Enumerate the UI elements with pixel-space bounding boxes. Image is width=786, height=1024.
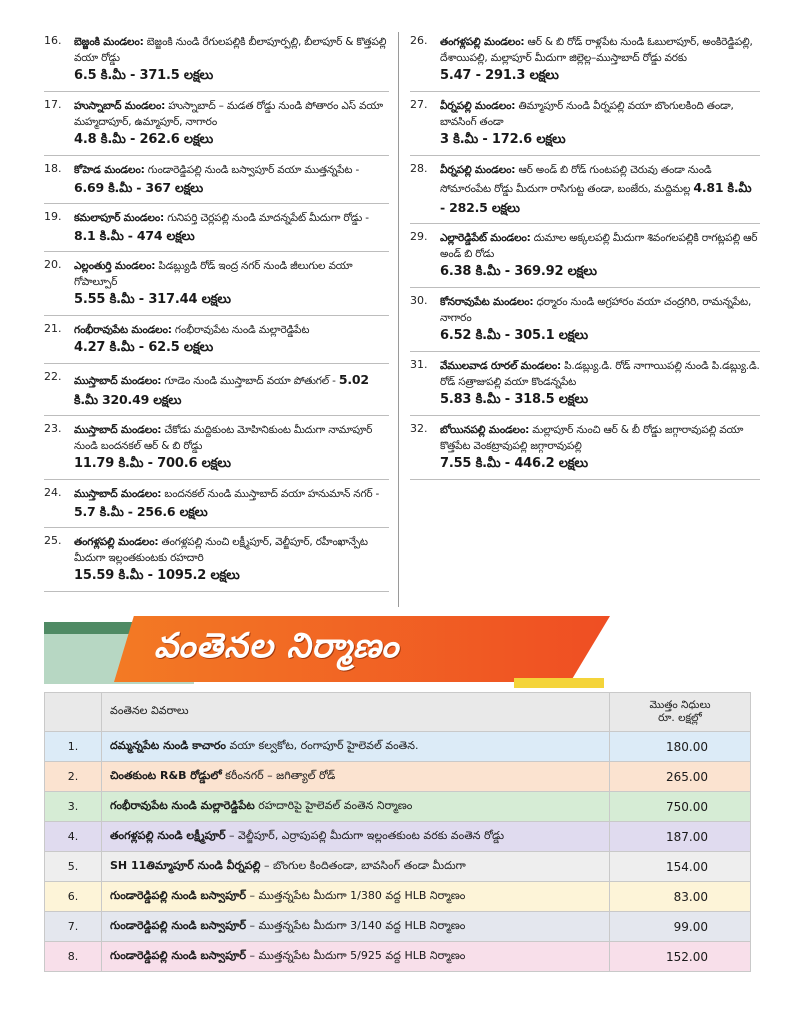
mandal-name: తంగళ్లపల్లి మండలం:: [440, 36, 525, 48]
road-entry: [44, 486, 389, 528]
distance-cost: 4.8 కి.మీ - 262.6 లక్షలు: [74, 132, 214, 147]
row-amount: 187.00: [610, 822, 751, 852]
mandal-name: బోయినపల్లి మండలం:: [440, 424, 530, 436]
entry-body: [74, 34, 389, 86]
mandal-name: వీర్నపల్లి మండలం:: [440, 164, 516, 176]
entry-number: 27.: [410, 98, 428, 111]
entry-number: 30.: [410, 294, 428, 307]
road-entry: [410, 98, 760, 156]
header-details: వంతెనల వివరాలు: [102, 693, 610, 732]
road-list-right: [410, 34, 760, 486]
row-details: [102, 822, 610, 852]
mandal-name: ముస్తాబాద్ మండలం:: [74, 424, 162, 436]
row-description: – ముత్తన్నపేట మీదుగా 1/380 వద్ద HLB నిర్మాణం: [246, 888, 466, 902]
entry-number: 21.: [44, 322, 62, 335]
row-route: గుండారెడ్డిపల్లి నుండి బస్వాపూర్: [110, 918, 247, 932]
row-description: వయా కల్వకోట, రంగాపూర్ హైలెవల్ వంతెన.: [225, 738, 419, 752]
route-description: బెజ్జంకి నుండి రేగులపల్లికి బీలాపూర్పల్లి, బీలాపూర్ & కొత్తపల్లి వయా రోడ్డు: [74, 36, 387, 64]
entry-number: 16.: [44, 34, 62, 47]
row-amount: 152.00: [610, 942, 751, 972]
row-description: – వెల్జీపూర్, ఎర్రాపుపల్లి మీదుగా ఇల్లంతకుంట వరకు వంతెన రోడ్డు: [225, 828, 505, 842]
row-description: – బొంగుల కిందితండా, బావసింగ్ తండా మీదుగా: [260, 858, 466, 872]
road-entry: [44, 210, 389, 252]
distance-cost: 15.59 కి.మీ - 1095.2 లక్షలు: [74, 568, 240, 583]
road-entry: [410, 34, 760, 92]
entry-number: 32.: [410, 422, 428, 435]
entry-body: [74, 98, 389, 150]
row-description: – ముత్తన్నపేట మీదుగా 3/140 వద్ద HLB నిర్మాణం: [246, 918, 466, 932]
route-description: ఆర్ అండ్ బి రోడ్ గుంటపల్లి చెరువు తండా నుండి సోమారంపేట రోడ్డు మీదుగా రాసిగుట్ట తండా, బంజేరు, మద్దిమల్ల: [440, 164, 712, 195]
route-description: ధర్మారం నుండి అగ్రహారం వయా చంద్రగిరి, రామన్నపేట, నాగారం: [440, 296, 752, 324]
entry-number: 17.: [44, 98, 62, 111]
distance-cost: 4.81 కి.మీ - 282.5 లక్షలు: [440, 180, 752, 215]
entry-body: [74, 210, 389, 246]
distance-cost: 6.5 కి.మీ - 371.5 లక్షలు: [74, 68, 214, 83]
route-description: పిడబ్ల్యుడి రోడ్ ఇంద్ర నగర్ నుండి జీలుగుల వయా గోపాల్పూర్: [74, 260, 353, 288]
row-index: 2.: [45, 762, 102, 792]
road-entry: [410, 358, 760, 416]
table-row: [45, 732, 751, 762]
distance-cost: 11.79 కి.మీ - 700.6 లక్షలు: [74, 456, 231, 471]
row-amount: 180.00: [610, 732, 751, 762]
mandal-name: బెజ్జంకి మండలం:: [74, 36, 144, 48]
route-description: గూడెం నుండి ముస్తాబాద్ వయా పోతుగల్ -: [161, 375, 339, 387]
entry-body: [440, 34, 760, 86]
bridge-table: [44, 692, 751, 972]
road-entry: [410, 294, 760, 352]
route-description: గునిపర్తి చెర్లపల్లి నుండి మాదన్నపేట్ మీదుగా రోడ్డు -: [164, 212, 369, 224]
distance-cost: 7.55 కి.మీ - 446.2 లక్షలు: [440, 456, 588, 471]
mandal-name: ముస్తాబాద్ మండలం:: [74, 375, 162, 387]
row-details: [102, 912, 610, 942]
bridge-table-body: [45, 732, 751, 972]
entry-body: [74, 258, 389, 310]
mandal-name: కోనరావుపేట మండలం:: [440, 296, 534, 308]
mandal-name: హుస్నాబాద్ మండలం:: [74, 100, 166, 112]
entry-body: [74, 322, 389, 358]
section-banner: [44, 616, 614, 692]
entry-number: 26.: [410, 34, 428, 47]
route-description: గంభీరావుపేట నుండి మల్లారెడ్డిపేట: [171, 324, 310, 336]
row-index: 5.: [45, 852, 102, 882]
row-details: [102, 882, 610, 912]
row-description: – ముత్తన్నపేట మీదుగా 5/925 వద్ద HLB నిర్మాణం: [246, 948, 466, 962]
header-amount-line2: రూ. లక్షల్లో: [658, 712, 702, 724]
distance-cost: 6.52 కి.మీ - 305.1 లక్షలు: [440, 328, 588, 343]
distance-cost: 5.47 - 291.3 లక్షలు: [440, 68, 559, 83]
table-row: [45, 762, 751, 792]
entry-number: 29.: [410, 230, 428, 243]
route-description: దుమాల అక్కలపల్లి మీదుగా శివంగలపల్లికి రాగట్లపల్లి ఆర్ అండ్ బి రోడు: [440, 232, 758, 260]
entry-number: 24.: [44, 486, 62, 499]
entry-number: 19.: [44, 210, 62, 223]
row-index: 7.: [45, 912, 102, 942]
route-description: చేకోడు మద్దికుంట మోహినికుంట మీదుగా నామాపూర్ నుండి బందనకల్ ఆర్ & బి రోడ్డు: [74, 424, 373, 452]
row-details: [102, 732, 610, 762]
row-description: కరీంనగర్ – జగిత్యాల్ రోడ్: [221, 768, 336, 782]
row-index: 3.: [45, 792, 102, 822]
road-entry: [44, 370, 389, 416]
mandal-name: కమలాపూర్ మండలం:: [74, 212, 165, 224]
row-index: 1.: [45, 732, 102, 762]
entry-number: 31.: [410, 358, 428, 371]
header-index: [45, 693, 102, 732]
distance-cost: 3 కి.మీ - 172.6 లక్షలు: [440, 132, 566, 147]
road-entry: [44, 258, 389, 316]
table-header-row: [45, 693, 751, 732]
distance-cost: 6.38 కి.మీ - 369.92 లక్షలు: [440, 264, 597, 279]
road-entry: [44, 322, 389, 364]
road-entry: [410, 230, 760, 288]
row-route: గుండారెడ్డిపల్లి నుండి బస్వాపూర్: [110, 948, 247, 962]
distance-cost: 4.27 కి.మీ - 62.5 లక్షలు: [74, 340, 214, 355]
entry-body: [74, 162, 389, 198]
distance-cost: 5.02 కి.మీ 320.49 లక్షలు: [74, 372, 369, 407]
entry-number: 18.: [44, 162, 62, 175]
road-entry: [44, 422, 389, 480]
entry-body: [440, 358, 760, 410]
row-amount: 83.00: [610, 882, 751, 912]
distance-cost: 5.7 కి.మీ - 256.6 లక్షలు: [74, 504, 208, 519]
road-list-left: [44, 34, 389, 598]
mandal-name: వేములవాడ రూరల్ మండలం:: [440, 360, 562, 372]
banner-title: వంతెనల నిర్మాణం: [154, 626, 400, 666]
row-details: [102, 792, 610, 822]
route-description: పి.డబ్ల్యు.డి. రోడ్ నాగాయిపల్లి నుండి పి.డబ్ల్యు.డి. రోడ్ సత్రాజుపల్లి వయా కొండన్నపేట: [440, 360, 760, 388]
entry-number: 22.: [44, 370, 62, 383]
route-description: గుండారెడ్డిపల్లి నుండి బస్వాపూర్ వయా ముత్తన్నపేట -: [144, 164, 360, 176]
row-route: గంభీరావుపేట నుండి మల్లారెడ్డిపేట: [110, 798, 255, 812]
entry-body: [440, 162, 760, 218]
table-row: [45, 942, 751, 972]
row-details: [102, 762, 610, 792]
entry-body: [440, 422, 760, 474]
entry-body: [74, 486, 389, 522]
entry-body: [440, 294, 760, 346]
header-amount: [610, 693, 751, 732]
route-description: మల్లాపూర్ నుంచి ఆర్ & బీ రోడ్డు జగ్గారావుపల్లి వయా కొత్తపేట వెంకట్రావుపల్లి జగ్గారావుపల్లి: [440, 424, 744, 452]
distance-cost: 5.83 కి.మీ - 318.5 లక్షలు: [440, 392, 588, 407]
row-index: 6.: [45, 882, 102, 912]
mandal-name: తంగళ్లపల్లి మండలం:: [74, 536, 159, 548]
distance-cost: 6.69 కి.మీ - 367 లక్షలు: [74, 180, 204, 195]
route-description: ఆర్ & బి రోడ్ రాళ్లపేట నుండి ఓబులాపూర్, అంకిరెడ్డిపల్లి, దేశాయిపల్లి, మల్లాపూర్ మీదుగా జిల్లెల్ల–ముస్తాబాద్ రోడ్డు వరకు: [440, 36, 753, 64]
road-entry: [410, 162, 760, 224]
row-amount: 750.00: [610, 792, 751, 822]
entry-body: [440, 98, 760, 150]
table-row: [45, 852, 751, 882]
row-details: [102, 852, 610, 882]
table-row: [45, 822, 751, 852]
mandal-name: కోహెడ మండలం:: [74, 164, 145, 176]
entry-body: [74, 422, 389, 474]
mandal-name: ఎల్లంతుర్తి మండలం:: [74, 260, 156, 272]
entry-number: 28.: [410, 162, 428, 175]
row-route: దమ్మన్నపేట నుండి కాచారం: [110, 738, 226, 752]
row-amount: 265.00: [610, 762, 751, 792]
route-description: తంగళ్లపల్లి నుంచి లక్ష్మీపూర్, వెల్జీపూర్, రహీంఖాన్పేట మీదుగా ఇల్లంతకుంటకు రహదారి: [74, 536, 368, 564]
mandal-name: గంభీరావుపేట మండలం:: [74, 324, 172, 336]
row-amount: 154.00: [610, 852, 751, 882]
route-description: తిమ్మాపూర్ నుండి వీర్నపల్లి వయా బొంగులకింది తండా, బావసింగ్ తండా: [440, 100, 734, 128]
road-entry: [44, 534, 389, 592]
road-entry: [44, 162, 389, 204]
mandal-name: ఎల్లారెడ్డిపేట్ మండలం:: [440, 232, 531, 244]
header-amount-line1: మొత్తం నిధులు: [649, 699, 711, 711]
entry-number: 23.: [44, 422, 62, 435]
row-route: చింతకుంట R&B రోడ్డులో: [110, 768, 222, 782]
row-route: గుండారెడ్డిపల్లి నుండి బస్వాపూర్: [110, 888, 247, 902]
row-details: [102, 942, 610, 972]
road-entry: [410, 422, 760, 480]
row-route: SH 11తిమ్మాపూర్ నుండి వీర్నపల్లి: [110, 858, 261, 872]
entry-body: [74, 534, 389, 586]
table-row: [45, 792, 751, 822]
row-description: రహదారిపై హైలెవల్ వంతెన నిర్మాణం: [254, 798, 413, 812]
distance-cost: 5.55 కి.మీ - 317.44 లక్షలు: [74, 292, 231, 307]
route-description: హుస్నాబాద్ – మడత రోడ్డు నుండి పోతారం ఎస్ వయా మహ్మదాపూర్, ఉమ్మాపూర్, నాగారం: [74, 100, 383, 128]
route-description: బందనకల్ నుండి ముస్తాబాద్ వయా హనుమాన్ నగర్ -: [161, 488, 380, 500]
road-entry: [44, 98, 389, 156]
mandal-name: ముస్తాబాద్ మండలం:: [74, 488, 162, 500]
banner-yellow-stripe: [514, 678, 604, 688]
road-entry: [44, 34, 389, 92]
row-index: 8.: [45, 942, 102, 972]
table-row: [45, 912, 751, 942]
entry-number: 20.: [44, 258, 62, 271]
entry-body: [74, 370, 389, 410]
row-route: తంగళ్లపల్లి నుండి లక్ష్మీపూర్: [110, 828, 226, 842]
table-row: [45, 882, 751, 912]
row-index: 4.: [45, 822, 102, 852]
row-amount: 99.00: [610, 912, 751, 942]
column-divider: [398, 32, 399, 607]
mandal-name: వీర్నపల్లి మండలం:: [440, 100, 516, 112]
entry-body: [440, 230, 760, 282]
entry-number: 25.: [44, 534, 62, 547]
distance-cost: 8.1 కి.మీ - 474 లక్షలు: [74, 228, 195, 243]
